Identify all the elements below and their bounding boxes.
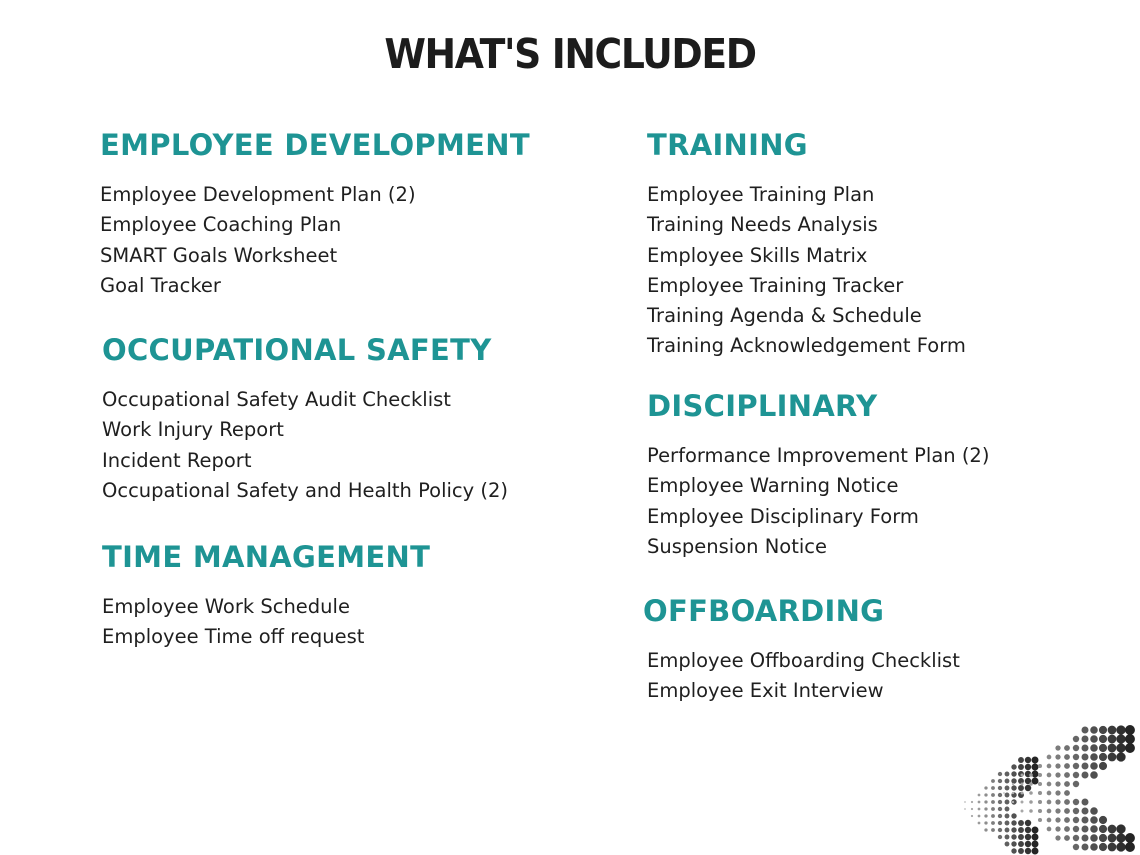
section-heading: OCCUPATIONAL SAFETY (102, 333, 492, 367)
section-heading: OFFBOARDING (643, 594, 885, 628)
halftone-double-chevron-icon (950, 725, 1140, 855)
list-item: Employee Time off request (102, 625, 365, 649)
section-training (647, 128, 966, 362)
section-disciplinary (647, 389, 989, 562)
item-list (102, 592, 430, 653)
list-item: Employee Coaching Plan (100, 213, 342, 237)
section-offboarding (643, 594, 960, 707)
list-item: Training Acknowledgement Form (647, 334, 966, 358)
list-item: SMART Goals Worksheet (100, 243, 338, 267)
list-item: Occupational Safety and Health Policy (2) (102, 478, 508, 502)
page-title: WHAT'S INCLUDED (384, 30, 756, 78)
list-item: Employee Exit Interview (647, 679, 884, 703)
section-heading: TIME MANAGEMENT (102, 540, 431, 574)
list-item: Employee Development Plan (2) (100, 183, 416, 206)
list-item: Suspension Notice (647, 534, 827, 558)
section-heading: EMPLOYEE DEVELOPMENT (100, 128, 530, 162)
list-item: Employee Offboarding Checklist (647, 649, 960, 672)
list-item: Employee Training Tracker (647, 273, 904, 297)
list-item: Training Needs Analysis (647, 213, 878, 237)
item-list (647, 441, 989, 562)
list-item: Training Agenda & Schedule (647, 304, 922, 328)
list-item: Employee Warning Notice (647, 474, 899, 498)
item-list (647, 180, 966, 362)
item-list (647, 646, 960, 707)
item-list (100, 180, 530, 301)
item-list (102, 385, 508, 506)
list-item: Work Injury Report (102, 418, 284, 442)
list-item: Incident Report (102, 448, 252, 472)
section-employee-development (100, 128, 530, 301)
section-heading: TRAINING (647, 128, 808, 162)
section-occupational-safety (102, 333, 508, 506)
list-item: Performance Improvement Plan (2) (647, 444, 990, 467)
list-item: Occupational Safety Audit Checklist (102, 388, 451, 411)
list-item: Employee Skills Matrix (647, 243, 868, 267)
section-time-management (102, 540, 430, 653)
section-heading: DISCIPLINARY (647, 389, 878, 423)
list-item: Employee Work Schedule (102, 595, 350, 618)
list-item: Employee Training Plan (647, 183, 875, 206)
list-item: Goal Tracker (100, 273, 221, 297)
list-item: Employee Disciplinary Form (647, 504, 919, 528)
